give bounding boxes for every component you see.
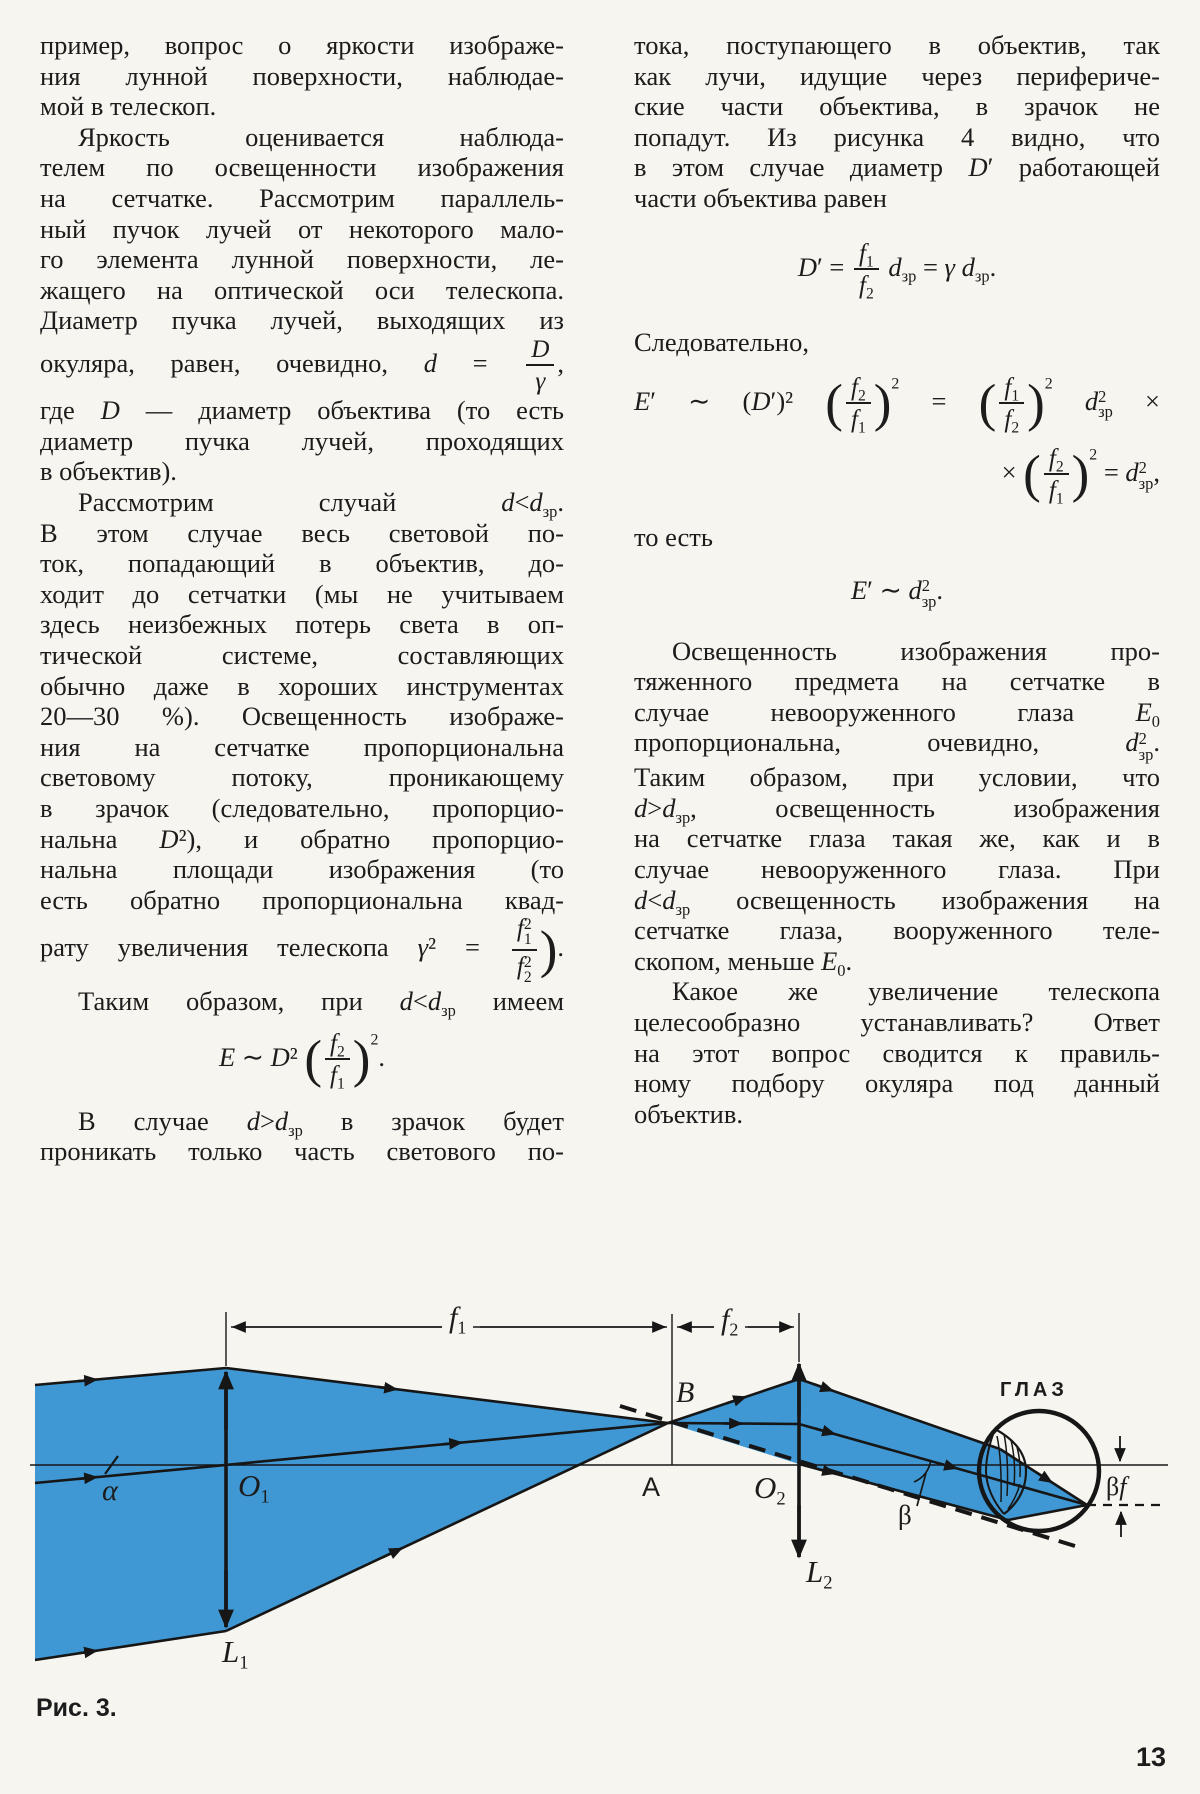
text-line: окуляра, равен, очевидно, d = $\frac{D}{\gamma}$ , xyxy=(40,335,564,396)
text-line: Следовательно, xyxy=(634,326,809,357)
label-A: A xyxy=(642,1472,661,1502)
text-line: диаметр пучка лучей, проходящих xyxy=(40,425,564,456)
label-B: B xyxy=(676,1376,695,1409)
text-line: есть обратно пропорциональна квад- xyxy=(40,884,564,915)
text-line: целесообразно устанавливать? Ответ xyxy=(634,1006,1160,1037)
text-line: случае невооруженного глаза $E_0$ xyxy=(634,696,1160,731)
text-line: Таким образом, при $d<d_{зр}$ имеем xyxy=(78,985,564,1020)
text-line: E′ ∼ d 2 зр . xyxy=(850,574,944,611)
text-line: то есть xyxy=(634,522,713,553)
text-line: мой в телескоп. xyxy=(40,91,217,122)
text-line: нальна D²), и обратно пропорцио- xyxy=(40,823,564,854)
text-line: попадут. Из рисунка 4 видно, что xyxy=(634,121,1160,152)
label-eye: ГЛАЗ xyxy=(1000,1379,1068,1401)
label-beta-f: βf xyxy=(1106,1472,1127,1501)
text-line: Яркость оценивается наблюда- xyxy=(78,121,564,152)
text-line: ный пучок лучей от некоторого мало- xyxy=(40,213,564,244)
text-line: E ∼ D² ( $\frac{f_2}{f_1}$ )$^2$. xyxy=(218,1030,386,1093)
text-line: здесь неизбежных потерь света в оп- xyxy=(40,609,564,640)
label-L2: $L_2$ xyxy=(806,1554,833,1594)
text-line: ния лунной поверхности, наблюдае- xyxy=(40,60,564,91)
text-line: проникать только часть светового по- xyxy=(40,1136,564,1167)
text-line: ток, попадающий в объектив, до- xyxy=(40,548,564,579)
text-line: тической системе, составляющих xyxy=(40,640,564,671)
label-beta: β xyxy=(898,1500,912,1530)
text-line: $d<d_{зр}$ освещенность изображения на xyxy=(634,884,1160,919)
text-line: пример, вопрос о яркости изображе- xyxy=(40,30,564,60)
text-line: световому потоку, проникающему xyxy=(40,762,564,793)
text-line: D′ = $\frac{f_1}{f_2}$ $d_{зр} = \gamma$ $d_{зр}$. xyxy=(797,239,997,303)
light-beam-polygon xyxy=(35,1368,1087,1660)
text-line: Таким образом, при условии, что xyxy=(634,762,1160,793)
text-line: в зрачок (следовательно, пропорцио- xyxy=(40,793,564,823)
label-f1: $f_1$ xyxy=(442,1303,473,1333)
text-line: на сетчатке глаза такая же, как и в xyxy=(634,823,1160,854)
text-line: случае невооруженного глаза. При xyxy=(634,853,1160,884)
text-line: E′ ∼ (D′)² ( $\frac{f_2}{f_1}$ )$^2$ = ( $\frac{f_1}{f_2}$ )$^2$ d 2 зр × xyxy=(634,373,1160,437)
text-line: объектив. xyxy=(634,1098,743,1129)
label-f2: $f_2$ xyxy=(714,1305,745,1335)
figure-caption: Рис. 3. xyxy=(36,1694,117,1722)
label-alpha: α xyxy=(102,1474,118,1507)
text-line: на этот вопрос сводится к правиль- xyxy=(634,1037,1160,1068)
label-O1: $O_1$ xyxy=(238,1468,270,1508)
text-line: ходит до сетчатки (мы не учитываем xyxy=(40,578,564,609)
text-line: 20—30 %). Освещенность изображе- xyxy=(40,701,564,732)
text-line: части объектива равен xyxy=(634,182,887,213)
text-line: тока, поступающего в объектив, так xyxy=(634,30,1160,60)
text-line: в объектив). xyxy=(40,456,177,487)
page-number: 13 xyxy=(1136,1742,1167,1772)
text-line: ния на сетчатке пропорциональна xyxy=(40,731,564,762)
text-line: $d>d_{зр}$, освещенность изображения xyxy=(634,792,1160,827)
text-line: в этом случае диаметр D′ работающей xyxy=(634,152,1160,183)
label-L1: $L_1$ xyxy=(222,1634,249,1674)
text-line: скопом, меньше $E_0$. xyxy=(634,945,853,980)
text-line: Диаметр пучка лучей, выходящих из xyxy=(40,305,564,336)
text-line: на сетчатке. Рассмотрим параллель- xyxy=(40,182,564,213)
text-line: ские части объектива, в зрачок не xyxy=(634,91,1160,122)
text-line: нальна площади изображения (то xyxy=(40,854,564,885)
text-line: жащего на оптической оси телескопа. xyxy=(40,274,564,305)
text-line: как лучи, идущие через перифериче- xyxy=(634,60,1160,91)
text-line: Освещенность изображения про- xyxy=(672,635,1160,666)
text-line: обычно даже в хороших инструментах xyxy=(40,670,564,701)
text-line: го элемента лунной поверхности, ле- xyxy=(40,244,564,275)
text-line: Рассмотрим случай $d<d_{зр}$. xyxy=(78,487,564,521)
text-line: Какое же увеличение телескопа xyxy=(672,976,1160,1007)
label-O2: $O_2$ xyxy=(754,1470,786,1510)
text-line: рату увеличения телескопа γ² = f 2 1 f 2 2 ). xyxy=(40,915,564,986)
text-line: сетчатке глаза, вооруженного теле- xyxy=(634,915,1160,946)
text-line: где D — диаметр объектива (то есть xyxy=(40,395,564,426)
text-line: тяженного предмета на сетчатке в xyxy=(634,666,1160,697)
text-line: В этом случае весь световой по- xyxy=(40,517,564,548)
text-line: ному подбору окуляра под данный xyxy=(634,1068,1160,1099)
text-line: телем по освещенности изображения xyxy=(40,152,564,183)
text-line: В случае $d>d_{зр}$ в зрачок будет xyxy=(78,1105,565,1140)
text-line: × ( $\frac{f_2}{f_1}$ )$^2$ = d 2 зр , xyxy=(1001,444,1160,508)
text-line: пропорциональна, очевидно, d 2 зр . xyxy=(634,727,1160,764)
